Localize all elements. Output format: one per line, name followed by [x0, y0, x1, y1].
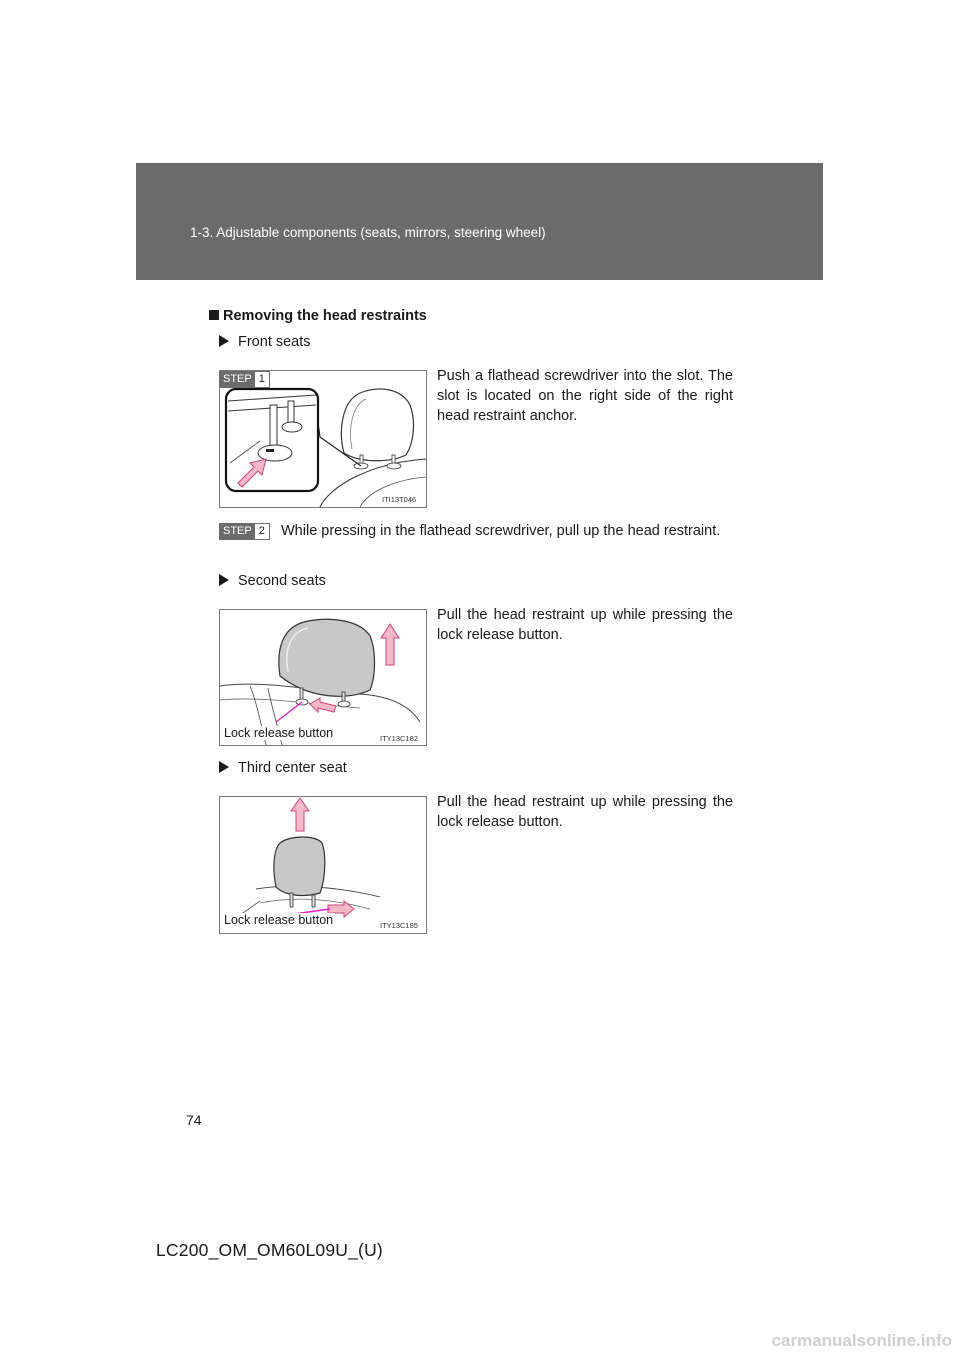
figure-code: ITI13T046 — [382, 495, 417, 504]
step-2-badge: STEP 2 — [219, 523, 270, 540]
step-1-badge: STEP 1 — [219, 371, 270, 388]
bullet-second-seats: Second seats — [219, 573, 326, 589]
bullet-third-center-seat: Third center seat — [219, 760, 347, 776]
step-1-text: Push a flathead screwdriver into the slot. The slot is located on the right side of the right head restraint anchor. — [437, 368, 733, 424]
figure-code: ITY13C185 — [380, 921, 418, 930]
figure-second-seat — [219, 609, 427, 746]
front-seat-illustration — [220, 371, 426, 507]
lock-release-label: Lock release button — [224, 726, 334, 740]
figure-third-seat — [219, 796, 427, 934]
figure-code: ITY13C182 — [380, 734, 418, 743]
lock-release-label: Lock release button — [224, 913, 334, 927]
page-number: 74 — [186, 1112, 202, 1128]
step-2-text: While pressing in the flathead screwdriver, pull up the head restraint. — [281, 523, 721, 539]
document-code: LC200_OM_OM60L09U_(U) — [156, 1240, 383, 1260]
second-seats-text: Pull the head restraint up while pressing the lock release button. — [437, 607, 733, 643]
triangle-bullet-icon — [219, 335, 229, 347]
triangle-bullet-icon — [219, 761, 229, 773]
second-seat-illustration — [220, 610, 426, 745]
square-bullet-icon — [209, 310, 219, 320]
figure-front-seat — [219, 370, 427, 508]
bullet-front-seats: Front seats — [219, 334, 311, 350]
section-title: Removing the head restraints — [209, 308, 427, 324]
triangle-bullet-icon — [219, 574, 229, 586]
chapter-title: 1-3. Adjustable components (seats, mirrors, steering wheel) — [190, 225, 546, 240]
chapter-header — [136, 163, 823, 280]
third-seat-text: Pull the head restraint up while pressing the lock release button. — [437, 794, 733, 830]
watermark: carmanualsonline.info — [771, 1331, 952, 1350]
